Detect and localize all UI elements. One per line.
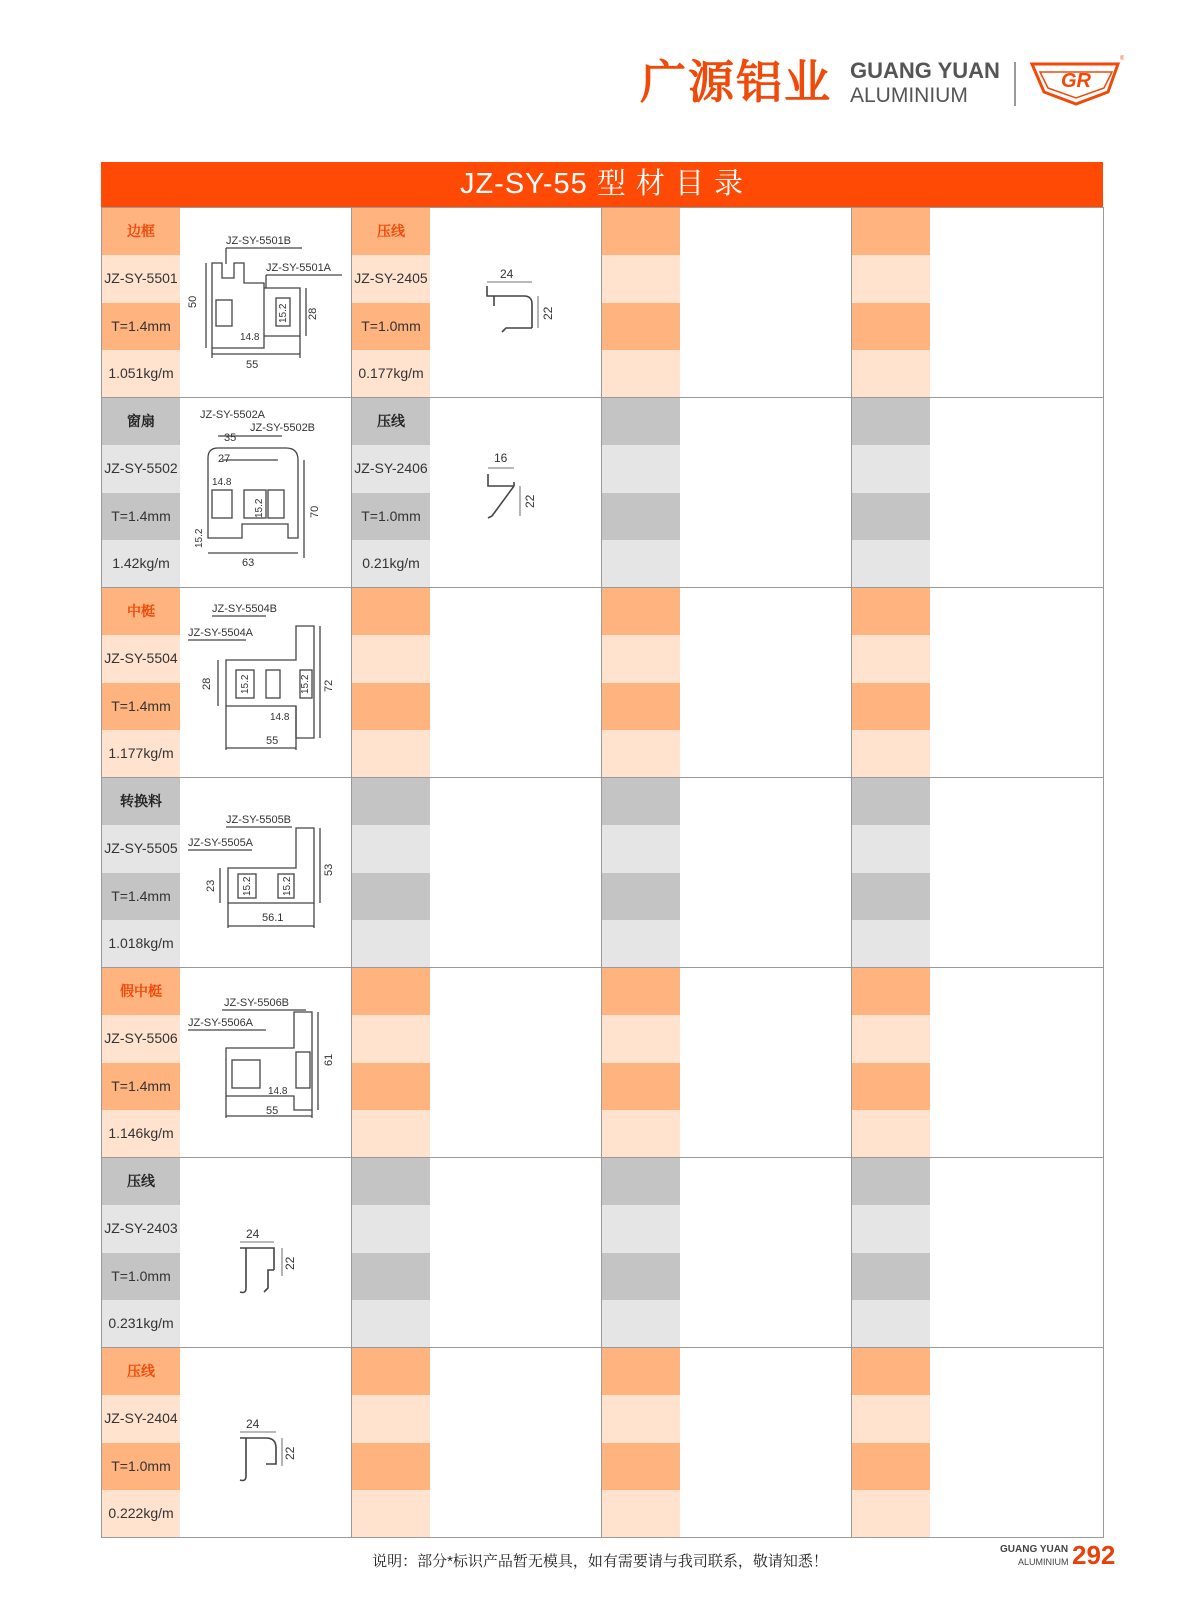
- profile-drawing-5506: [182, 968, 350, 1157]
- dimension-label: 55: [266, 735, 279, 747]
- footer-note: 说明：部分*标识产品暂无模具，如有需要请与我司联系，敬请知悉！: [372, 1553, 828, 1570]
- profile-name: 假中梃: [102, 968, 180, 1015]
- empty-label-column: [852, 208, 930, 397]
- dimension-label: 22: [523, 494, 537, 508]
- profile-cell: [102, 1348, 352, 1537]
- dimension-label: 55: [246, 359, 259, 371]
- dimension-label: 15.2: [278, 303, 289, 323]
- empty-cell: [352, 1348, 602, 1537]
- profile-name: 窗扇: [102, 398, 180, 445]
- dimension-label: 53: [323, 863, 335, 876]
- profile-thickness: T=1.4mm: [102, 303, 180, 350]
- empty-label-column: [602, 778, 680, 967]
- profile-code: JZ-SY-2404: [102, 1395, 180, 1442]
- dimension-label: 50: [187, 295, 199, 308]
- profile-code: JZ-SY-5506: [102, 1015, 180, 1062]
- empty-label-column: [352, 1158, 430, 1347]
- dimension-label: 56.1: [262, 912, 284, 924]
- dimension-label: 22: [541, 306, 555, 320]
- profile-thickness: T=1.4mm: [102, 493, 180, 540]
- empty-cell: [602, 968, 852, 1157]
- brand-name-en-line2: ALUMINIUM: [850, 84, 968, 107]
- footer-brand-line1: GUANG YUAN: [1000, 1544, 1069, 1555]
- profile-thickness: T=1.0mm: [102, 1253, 180, 1300]
- profile-drawing-2405: [432, 208, 600, 397]
- catalog-row: [102, 778, 1104, 968]
- profile-label-column: [102, 208, 180, 397]
- profile-weight: 0.177kg/m: [352, 350, 430, 397]
- dimension-label: 15.2: [242, 876, 253, 896]
- profile-thickness: T=1.4mm: [102, 1063, 180, 1110]
- profile-cell: [102, 208, 352, 397]
- profile-code: JZ-SY-2403: [102, 1205, 180, 1252]
- drawing-label: JZ-SY-5506A: [188, 1017, 254, 1029]
- profile-label-column: [102, 968, 180, 1157]
- dimension-label: 14.8: [240, 332, 260, 343]
- profile-weight: 0.21kg/m: [352, 540, 430, 587]
- registered-mark: ®: [1120, 56, 1124, 62]
- profile-cell: [102, 778, 352, 967]
- empty-cell: [852, 968, 1104, 1157]
- profile-cell: [102, 588, 352, 777]
- dimension-label: 28: [201, 677, 213, 690]
- empty-cell: [602, 398, 852, 587]
- drawing-label: JZ-SY-5501B: [226, 235, 292, 247]
- profile-drawing-2404: [182, 1348, 350, 1537]
- catalog-row: [102, 1348, 1104, 1538]
- profile-thickness: T=1.0mm: [352, 303, 430, 350]
- dimension-label: 15.2: [254, 498, 265, 518]
- profile-label-column: [102, 1348, 180, 1537]
- empty-label-column: [852, 1348, 930, 1537]
- profile-name: 转换料: [102, 778, 180, 825]
- empty-cell: [352, 968, 602, 1157]
- profile-thickness: T=1.0mm: [352, 493, 430, 540]
- catalog-row: [102, 968, 1104, 1158]
- profile-name: 压线: [352, 208, 430, 255]
- dimension-label: 61: [323, 1053, 335, 1066]
- profile-weight: 1.177kg/m: [102, 730, 180, 777]
- dimension-label: 15.2: [240, 674, 251, 694]
- empty-label-column: [852, 968, 930, 1157]
- empty-cell: [602, 1158, 852, 1347]
- empty-label-column: [852, 588, 930, 777]
- dimension-label: 23: [205, 879, 217, 892]
- dimension-label: 16: [494, 451, 508, 465]
- profile-code: JZ-SY-5501: [102, 255, 180, 302]
- dimension-label: 35: [224, 432, 237, 444]
- empty-label-column: [852, 398, 930, 587]
- profile-cell: [352, 208, 602, 397]
- profile-label-column: [102, 398, 180, 587]
- empty-label-column: [602, 1348, 680, 1537]
- brand-name-en-line1: GUANG YUAN: [850, 58, 1000, 83]
- brand-separator: [1014, 62, 1016, 106]
- profile-cell: [352, 398, 602, 587]
- profile-code: JZ-SY-2405: [352, 255, 430, 302]
- dimension-label: 15.2: [282, 876, 293, 896]
- empty-cell: [852, 1348, 1104, 1537]
- profile-weight: 1.42kg/m: [102, 540, 180, 587]
- catalog-row: [102, 208, 1104, 398]
- empty-cell: [852, 398, 1104, 587]
- drawing-label: JZ-SY-5502A: [200, 409, 266, 421]
- brand-logo-text: GR: [1061, 70, 1091, 92]
- page-number: 292: [1072, 1540, 1116, 1570]
- drawing-label: JZ-SY-5501A: [266, 262, 332, 274]
- brand-logo-icon: [1028, 54, 1124, 110]
- dimension-label: 28: [307, 307, 319, 320]
- dimension-label: 15.2: [300, 674, 311, 694]
- dimension-label: 14.8: [212, 477, 232, 488]
- profile-drawing-2406: [432, 398, 600, 587]
- profile-name: 压线: [102, 1348, 180, 1395]
- profile-drawing-5504: [182, 588, 350, 777]
- empty-label-column: [602, 1158, 680, 1347]
- dimension-label: 14.8: [270, 712, 290, 723]
- empty-label-column: [602, 968, 680, 1157]
- brand-name-cn: 广源铝业: [640, 56, 832, 108]
- dimension-label: 24: [500, 267, 514, 281]
- empty-label-column: [852, 778, 930, 967]
- dimension-label: 22: [283, 1446, 297, 1460]
- profile-thickness: T=1.4mm: [102, 873, 180, 920]
- profile-drawing-5501: [182, 208, 350, 397]
- profile-code: JZ-SY-5502: [102, 445, 180, 492]
- empty-cell: [602, 778, 852, 967]
- catalog-row: [102, 398, 1104, 588]
- dimension-label: 15.2: [194, 528, 205, 548]
- profile-cell: [102, 398, 352, 587]
- dimension-label: 14.8: [268, 1086, 288, 1097]
- empty-cell: [602, 588, 852, 777]
- profile-catalog-grid: [101, 207, 1104, 1538]
- empty-cell: [352, 588, 602, 777]
- empty-cell: [852, 1158, 1104, 1347]
- profile-label-column: [102, 588, 180, 777]
- footer-brand-line2: ALUMINIUM: [1018, 1557, 1069, 1567]
- empty-label-column: [352, 968, 430, 1157]
- catalog-row: [102, 588, 1104, 778]
- drawing-label: JZ-SY-5504B: [212, 603, 278, 615]
- profile-weight: 1.018kg/m: [102, 920, 180, 967]
- drawing-label: JZ-SY-5505A: [188, 837, 254, 849]
- catalog-title: JZ-SY-55 型 材 目 录: [101, 162, 1103, 207]
- profile-label-column: [102, 1158, 180, 1347]
- dimension-label: 24: [246, 1227, 260, 1241]
- drawing-label: JZ-SY-5505B: [226, 814, 292, 826]
- dimension-label: 27: [218, 453, 231, 465]
- dimension-label: 55: [266, 1105, 279, 1117]
- empty-label-column: [352, 588, 430, 777]
- profile-drawing-2403: [182, 1158, 350, 1347]
- profile-name: 压线: [352, 398, 430, 445]
- dimension-label: 70: [309, 505, 321, 518]
- profile-weight: 1.051kg/m: [102, 350, 180, 397]
- empty-label-column: [852, 1158, 930, 1347]
- drawing-label: JZ-SY-5506B: [224, 997, 290, 1009]
- profile-code: JZ-SY-2406: [352, 445, 430, 492]
- profile-drawing-5502: [182, 398, 350, 587]
- empty-cell: [352, 778, 602, 967]
- empty-cell: [352, 1158, 602, 1347]
- empty-cell: [852, 588, 1104, 777]
- dimension-label: 63: [242, 557, 255, 569]
- empty-label-column: [602, 208, 680, 397]
- empty-cell: [852, 208, 1104, 397]
- profile-label-column: [352, 398, 430, 587]
- dimension-label: 24: [246, 1417, 260, 1431]
- drawing-label: JZ-SY-5504A: [188, 627, 254, 639]
- profile-label-column: [102, 778, 180, 967]
- profile-name: 压线: [102, 1158, 180, 1205]
- empty-cell: [602, 1348, 852, 1537]
- profile-label-column: [352, 208, 430, 397]
- dimension-label: 72: [323, 679, 335, 692]
- empty-label-column: [352, 778, 430, 967]
- catalog-row: [102, 1158, 1104, 1348]
- profile-code: JZ-SY-5505: [102, 825, 180, 872]
- empty-label-column: [352, 1348, 430, 1537]
- profile-code: JZ-SY-5504: [102, 635, 180, 682]
- profile-drawing-5505: [182, 778, 350, 967]
- profile-thickness: T=1.0mm: [102, 1443, 180, 1490]
- profile-weight: 0.222kg/m: [102, 1490, 180, 1537]
- profile-name: 中梃: [102, 588, 180, 635]
- empty-cell: [852, 778, 1104, 967]
- dimension-label: 22: [283, 1256, 297, 1270]
- profile-name: 边框: [102, 208, 180, 255]
- empty-label-column: [602, 398, 680, 587]
- drawing-label: JZ-SY-5502B: [250, 422, 316, 434]
- empty-label-column: [602, 588, 680, 777]
- profile-cell: [102, 1158, 352, 1347]
- profile-thickness: T=1.4mm: [102, 683, 180, 730]
- profile-weight: 0.231kg/m: [102, 1300, 180, 1347]
- profile-cell: [102, 968, 352, 1157]
- profile-weight: 1.146kg/m: [102, 1110, 180, 1157]
- empty-cell: [602, 208, 852, 397]
